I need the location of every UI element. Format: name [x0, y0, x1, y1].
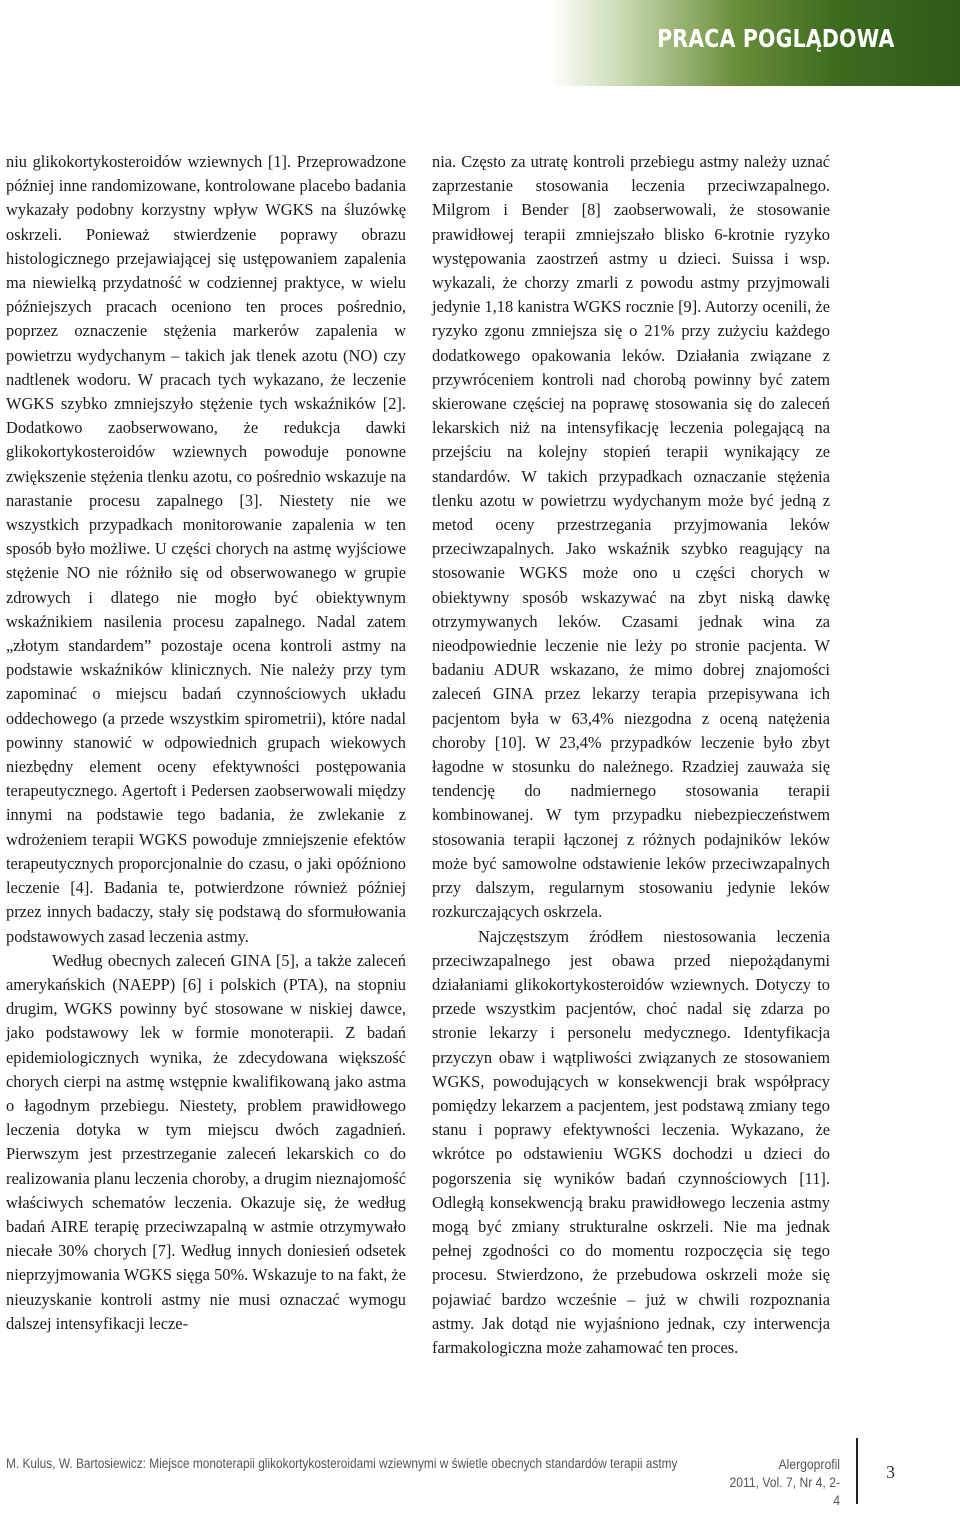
paragraph: nia. Często za utratę kontroli przebiegu astmy należy uznać zaprzestanie stosowania leczenia przeciwzapalnego. Milgrom i Bender [8] zaobserwowali, że stosowanie prawidłowej terapii zmniejszało blisko 6-krotnie ryzyko występowania zaostrzeń astmy u dzieci. Suissa i wsp. wykazali, że chorzy zmarli z powodu astmy przyjmowali jedynie 1,18 kanistra WGKS rocznie [9]. Autorzy ocenili, że ryzyko zgonu zmniejsza się o 21% przy zużyciu każdego dodatkowego opakowania leków. Działania związane z przywróceniem kontroli nad chorobą powinny być zatem skierowane częściej na poprawę stosowania się do zaleceń lekarskich niż na intensyfikację leczenia polegającą na przejściu na kolejny stopień terapii wynikający ze standardów. W takich przypadkach oznaczanie stężenia tlenku azotu w powietrzu wydychanym może być jedną z metod oceny przestrzegania przyjmowania leków przeciwzapalnych. Jako wskaźnik szybko reagujący na stosowanie WGKS może ono u części chorych w obiektywny sposób wskazywać na zbyt niską dawkę otrzymywanych leków. Czasami jednak wina za nieodpowiednie leczenie nie leży po stronie pacjenta. W badaniu ADUR wskazano, że mimo dobrej znajomości zaleceń GINA przez lekarzy terapia przepisywana ich pacjentom była w 63,4% niezgodna z oceną natężenia choroby [10]. W 23,4% przypadków leczenie było zbyt łagodne w stosunku do należnego. Rzadziej zauważa się tendencję do nadmiernego stosowania terapii kombinowanej. W tym przypadku niebezpieczeństwem stosowania terapii łączonej z różnych podajników leków może być samowolne odstawienie leków przeciwzapalnych przy dalszym, regularnym stosowaniu jedynie leków rozkurczających oskrzela.: [432, 152, 830, 922]
journal-info: [728, 1456, 840, 1510]
journal-name: Alergoprofil: [778, 1457, 840, 1472]
section-title: PRACA POGLĄDOWA: [656, 24, 894, 53]
paragraph: Najczęstszym źródłem niestosowania leczenia przeciwzapalnego jest obawa przed niepożądanymi działaniami glikokortykosteroidów wziewnych. Dotyczy to przede wszystkim pacjentów, choć nadal się zdarza po stronie lekarzy i personelu medycznego. Identyfikacja przyczyn obaw i wątpliwości związanych ze stosowaniem WGKS, powodujących w konsekwencji brak współpracy pomiędzy lekarzem a pacjentem, jest podstawą zmiany tego stanu i poprawy efektywności leczenia. Wykazano, że wkrótce po odstawieniu WGKS dochodzi u dzieci do pogorszenia się wyników badań czynnościowych [11]. Odległą konsekwencją braku prawidłowego leczenia astmy mogą być zmiany strukturalne oskrzeli. Nie ma jednak pełnej zgodności co do momentu rozpoczęcia się tego procesu. Stwierdzono, że przebudowa oskrzeli może się pojawiać bardzo wcześnie – już w chwili rozpoznania astmy. Jak dotąd nie wyjaśniono jednak, czy interwencja farmakologiczna może zahamować ten proces.: [432, 926, 830, 1357]
page-number: 3: [886, 1462, 895, 1482]
article-citation: M. Kulus, W. Bartosiewicz: Miejsce monoterapii glikokortykosteroidami wziewnymi w świetle obecnych standardów terapii astmy: [6, 1456, 678, 1471]
paragraph: Według obecnych zaleceń GINA [5], a także zaleceń amerykańskich (NAEPP) [6] i polskich (PTA), na stopniu drugim, WGKS powinny być stosowane w niskiej dawce, jako podstawowy lek w formie monoterapii. Z badań epidemiologicznych wynika, że zdecydowana większość chorych cierpi na astmę wstępnie kwalifikowaną jako astma o łagodnym przebiegu. Niestety, problem prawidłowego leczenia dotyka w tym miejscu dwóch zagadnień. Pierwszym jest przestrzeganie zaleceń lekarskich co do realizowania planu leczenia choroby, a drugim nieznajomość właściwych schematów leczenia. Okazuje się, że według badań AIRE terapię przeciwzapalną w astmie otrzymywało niecałe 30% chorych [7]. Według innych doniesień odsetek nieprzyjmowania WGKS sięga 50%. Wskazuje to na fakt, że nieuzyskanie kontroli astmy nie musi oznaczać wymogu dalszej intensyfikacji lecze-: [6, 950, 406, 1333]
page-footer: [6, 1452, 956, 1508]
paragraph: niu glikokortykosteroidów wziewnych [1]. Przeprowadzone później inne randomizowane, kontrolowane placebo badania wykazały podobny korzystny wpływ WGKS na śluzówkę oskrzeli. Ponieważ stwierdzenie poprawy obrazu histologicznego przejawiającej się ustępowaniem zapalenia ma niewielką przydatność w codziennej praktyce, w wielu późniejszych pracach oceniono ten proces pośrednio, poprzez oznaczenie stężenia markerów zapalenia w powietrzu wydychanym – takich jak tlenek azotu (NO) czy nadtlenek wodoru. W pracach tych wykazano, że leczenie WGKS szybko zmniejszyło stężenie tych wskaźników [2]. Dodatkowo zaobserwowano, że redukcja dawki glikokortykosteroidów wziewnych powoduje ponowne zwiększenie stężenia tlenku azotu, co pośrednio wskazuje na narastanie procesu zapalnego [3]. Niestety nie we wszystkich przypadkach monitorowanie zapalenia w ten sposób było możliwe. U części chorych na astmę wyjściowe stężenie NO nie różniło się od obserwowanego w grupie zdrowych i dlatego nie mogło być obiektywnym wskaźnikiem nasilenia procesu zapalnego. Nadal zatem „złotym standardem” pozostaje ocena kontroli astmy na podstawie wskaźników klinicznych. Nie należy przy tym zapominać o miejscu badań czynnościowych układu oddechowego (a przede wszystkim spirometrii), które nadal powinny stanowić w odpowiednich grupach wiekowych niezbędny element oceny efektywności postępowania terapeutycznego. Agertoft i Pedersen zaobserwowali między innymi na podstawie tego badania, że zwlekanie z wdrożeniem terapii WGKS powoduje zmniejszenie efektów terapeutycznych proporcjonalnie do czasu, o jaki opóźniono leczenie [4]. Badania te, potwierdzone również później przez innych badaczy, stały się podstawą do sformułowania podstawowych zasad leczenia astmy.: [6, 152, 406, 946]
footer-divider: [856, 1438, 858, 1504]
left-column: [6, 150, 406, 1336]
right-column: [432, 150, 830, 1360]
journal-issue: 2011, Vol. 7, Nr 4, 2-4: [729, 1475, 840, 1508]
section-banner: [550, 0, 960, 86]
